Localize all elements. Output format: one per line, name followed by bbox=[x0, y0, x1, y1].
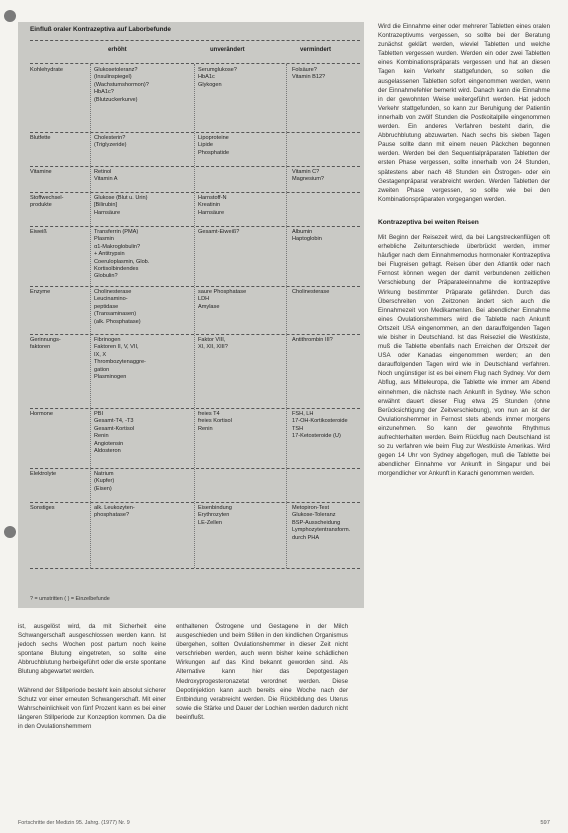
punch-hole-mark bbox=[4, 526, 16, 538]
row-label: Kohlehydrate bbox=[30, 67, 63, 73]
row-label: Stoffwechsel- produkte bbox=[30, 195, 64, 209]
table-row bbox=[30, 468, 360, 503]
header-erhoeht: erhöht bbox=[108, 47, 127, 53]
cell-erhoeht: Glukosetoleranz? (Insulinspiegel) (Wachstumshormon)? HbA1c? (Blutzuckerkurve) bbox=[94, 67, 149, 103]
body-column-middle bbox=[176, 622, 348, 722]
body-column-right bbox=[378, 22, 550, 479]
lab-findings-table bbox=[18, 22, 364, 608]
paragraph: Mit Beginn der Reisezeit wird, da bei Langstreckenflügen oft erhebliche Zeitunterschiede überbrückt werden, immer häufiger nach dem Einnahmemodus hormonaler Kontrazeptiva bei Flugreisen gefragt. Reisen über den Atlantik oder nach Fernost können wegen der damit verbundenen zeitlichen Verschiebung der Präparateeinnahme die kontrazeptive Wirkung bestimmter Präparate gefährden. Durch das Überschreiten von Zeitzonen ändert sich auch die Einnahmezeit von Medikamenten. Bei abendlicher Einnahme eines Ovulationshemmers wird die Tablette nach Ankunft Ortszeit USA eingenommen, an den darauffolgenden Tagen wie bisher in Deutschland. Ist das Reiseziel die Westküste, muß die Tablette ebenfalls nach Erreichen der Ortszeit der USA oder Kanadas eingenommen werden; an den darauffolgenden Tagen wird wie in Deutschland verfahren. Noch ungünstiger ist es bei einem Flug nach Sydney. Vor dem Abflug, aus Mitteleuropa, die Tablette wie immer am Abend einnehmen, die nächste nach Ankunft in Sydney. Wie schon erwähnt dauert dieser Flug etwa 25 Stunden (ohne Berücksichtigung der Zeitverschiebung), von nun an ist der Ovulationshemmer in Fernost stets abends immer morgens einzunehmen. So kann der gewohnte Rhythmus aufrechterhalten werden. Beim Rückflug nach Deutschland ist so zu verfahren wie beim Flug zur Westküste Amerikas. Wird gegen 14 Uhr von Sydney abgeflogen, muß die Tablette bei abendlicher Einnahme vor Ankunft in Singapur und bei morgendlicher vor Ankunft in Karachi genommen werden. bbox=[378, 233, 550, 478]
row-label: Elektrolyte bbox=[30, 471, 57, 477]
header-unveraendert: unverändert bbox=[210, 47, 245, 53]
cell-erhoeht: Transferrin (PMA) Plasmin α1-Makroglobulin? + Antitrypsin Coeruloplasmin, Glob. Kortisolbindendes Globulin? bbox=[94, 229, 150, 280]
column-divider bbox=[286, 64, 287, 568]
cell-vermindert: Albumin Haptoglobin bbox=[292, 229, 322, 243]
table-legend: ? = umstritten ( ) = Einzelbefunde bbox=[30, 596, 110, 602]
cell-vermindert: Folsäure? Vitamin B12? bbox=[292, 67, 326, 81]
row-label: Enzyme bbox=[30, 289, 51, 295]
cell-erhoeht: Cholinesterase Leucinamino- peptidase (Transaminasen) (alk. Phosphatase) bbox=[94, 289, 141, 325]
table-row bbox=[30, 286, 360, 335]
row-label: Eiweiß bbox=[30, 229, 47, 235]
footer-citation: Fortschritte der Medizin 95. Jahrg. (1977) Nr. 9 bbox=[18, 820, 130, 826]
body-column-left bbox=[18, 622, 166, 731]
cell-vermindert: Antithrombin III? bbox=[292, 337, 333, 343]
cell-erhoeht: Retinol Vitamin A bbox=[94, 169, 118, 183]
row-label: Gerinnungs- faktoren bbox=[30, 337, 61, 351]
cell-erhoeht: Natrium (Kupfer) (Eisen) bbox=[94, 471, 115, 492]
cell-erhoeht: alk. Leukozyten- phosphatase? bbox=[94, 505, 135, 519]
page-number: 597 bbox=[540, 820, 550, 826]
row-label: Blutfette bbox=[30, 135, 51, 141]
table-row bbox=[30, 502, 360, 569]
cell-erhoeht: PBI Gesamt-T4, -T3 Gesamt-Kortisol Renin Angiotensin Aldosteron bbox=[94, 411, 135, 455]
paragraph: enthaltenen Östrogene und Gestagene in der Milch ausgeschieden und beim Stillen in den kindlichen Organismus übergehen, sollten Ovulationshemmer in dieser Zeit nicht verschrieben werden, auch wenn bisher keine schädlichen Wirkungen auf das Kind bekannt geworden sind. Als Alternative kann hier das Depotgestagen Medroxyprogesteronazetat verordnet werden. Diese Depotinjektion kann auch bereits eine Woche nach der Entbindung verabreicht werden. Die Rückbildung des Uterus sowie die Stärke und Dauer der Lochien werden dadurch nicht beeinflußt. bbox=[176, 623, 348, 721]
cell-erhoeht: Cholesterin? (Triglyzeride) bbox=[94, 135, 127, 149]
table-row bbox=[30, 132, 360, 167]
cell-erhoeht: Fibrinogen Faktoren II, V, VII, IX, X Thrombozytenaggre- gation Plasminogen bbox=[94, 337, 146, 381]
table-row bbox=[30, 166, 360, 193]
cell-unveraendert: Faktor VIII, XI, XII, XIII? bbox=[198, 337, 228, 351]
column-divider bbox=[90, 64, 91, 568]
cell-vermindert: FSH, LH 17-OH-Kortikosteroide TSH 17-Ketosteroide (U) bbox=[292, 411, 348, 440]
cell-unveraendert: freies T4 freies Kortisol Renin bbox=[198, 411, 232, 432]
cell-unveraendert: Harnstoff-N Kreatinin Harnsäure bbox=[198, 195, 227, 216]
section-heading: Kontrazeptiva bei weiten Reisen bbox=[378, 218, 479, 226]
table-row bbox=[30, 192, 360, 227]
cell-unveraendert: Gesamt-Eiweiß? bbox=[198, 229, 240, 235]
table-row bbox=[30, 64, 360, 133]
punch-hole-mark bbox=[4, 10, 16, 22]
cell-vermindert: Cholinesterase bbox=[292, 289, 330, 295]
paragraph: Wird die Einnahme einer oder mehrerer Tabletten eines oralen Kontrazeptivums vergessen, so sollte bei der Beratung zunächst geklärt werden, wieviel Tabletten und welche Tabletten vergessen wurden. Werden ein oder zwei Tabletten eines Kombinationspräparats vergessen und hat an diesen Tagen kein Verkehr stattgefunden, so sollen die ausgelassenen Tabletten sofort eingenommen werden, wenn der Einnahmefehler bemerkt wird. Danach kann die Einnahme in der gewohnten Weise weitergeführt werden. Hat jedoch Verkehr stattgefunden, so kann zur Beruhigung der Patientin innerhalb von zwölf Stunden die Postkoitalpille eingenommen werden. Ein anderes Verfahren besteht darin, die Abbruchblutung abzuwarten. Nach sechs bis sieben Tagen Pause sollte dann mit einem neuen Päckchen begonnen werden. Werden bei den Sequentialpräparaten Tabletten der ersten Phase vergessen, sollte innerhalb von 24 Stunden, spätestens aber nach 48 Stunden ein Östrogen- oder ein Gestagenpräparat verabreicht werden. Werden Tabletten der zweiten Phase vergessen, so sollte wie bei den Kombinationspräparaten vorgegangen werden. bbox=[378, 23, 550, 203]
cell-unveraendert: Serumglukose? HbA1c Glykogen bbox=[198, 67, 237, 88]
cell-unveraendert: saure Phosphatase LDH Amylase bbox=[198, 289, 247, 310]
row-label: Hormone bbox=[30, 411, 54, 417]
cell-unveraendert: Lipoproteine Lipide Phosphatide bbox=[198, 135, 230, 156]
table-row bbox=[30, 226, 360, 287]
table-title: Einfluß oraler Kontrazeptiva auf Laborbefunde bbox=[30, 26, 171, 33]
row-label: Vitamine bbox=[30, 169, 52, 175]
header-vermindert: vermindert bbox=[300, 47, 332, 53]
column-divider bbox=[194, 64, 195, 568]
table-row bbox=[30, 408, 360, 469]
paragraph: ist, ausgelöst wird, da mit Sicherheit eine Schwangerschaft ausgeschlossen werden kann. Ist jedoch sechs Wochen post partum noch keine spontane Blutung eingetreten, so sollte eine Abbruchblutung herbeigeführt oder die erste spontane Blutung abgewartet werden. bbox=[18, 623, 166, 676]
paragraph: Während der Stillperiode besteht kein absolut sicherer Schutz vor einer erneuten Schwangerschaft. Mit einer Wahrscheinlichkeit von fünf Prozent kann es bei einer längeren Stillperiode zur Konzeption kommen. Da die in den Ovulationshemmern bbox=[18, 686, 166, 730]
table-row bbox=[30, 334, 360, 409]
cell-unveraendert: Eisenbindung Erythrozyten LE-Zellen bbox=[198, 505, 232, 526]
table-header bbox=[30, 40, 360, 64]
cell-vermindert: Metopiron-Test Glukose-Toleranz BSP-Ausscheidung Lymphozytentransform. durch PHA bbox=[292, 505, 351, 541]
row-label: Sonstiges bbox=[30, 505, 55, 511]
cell-vermindert: Vitamin C? Magnesium? bbox=[292, 169, 325, 183]
cell-erhoeht: Glukose (Blut u. Urin) [Bilirubin] Harnsäure bbox=[94, 195, 148, 216]
